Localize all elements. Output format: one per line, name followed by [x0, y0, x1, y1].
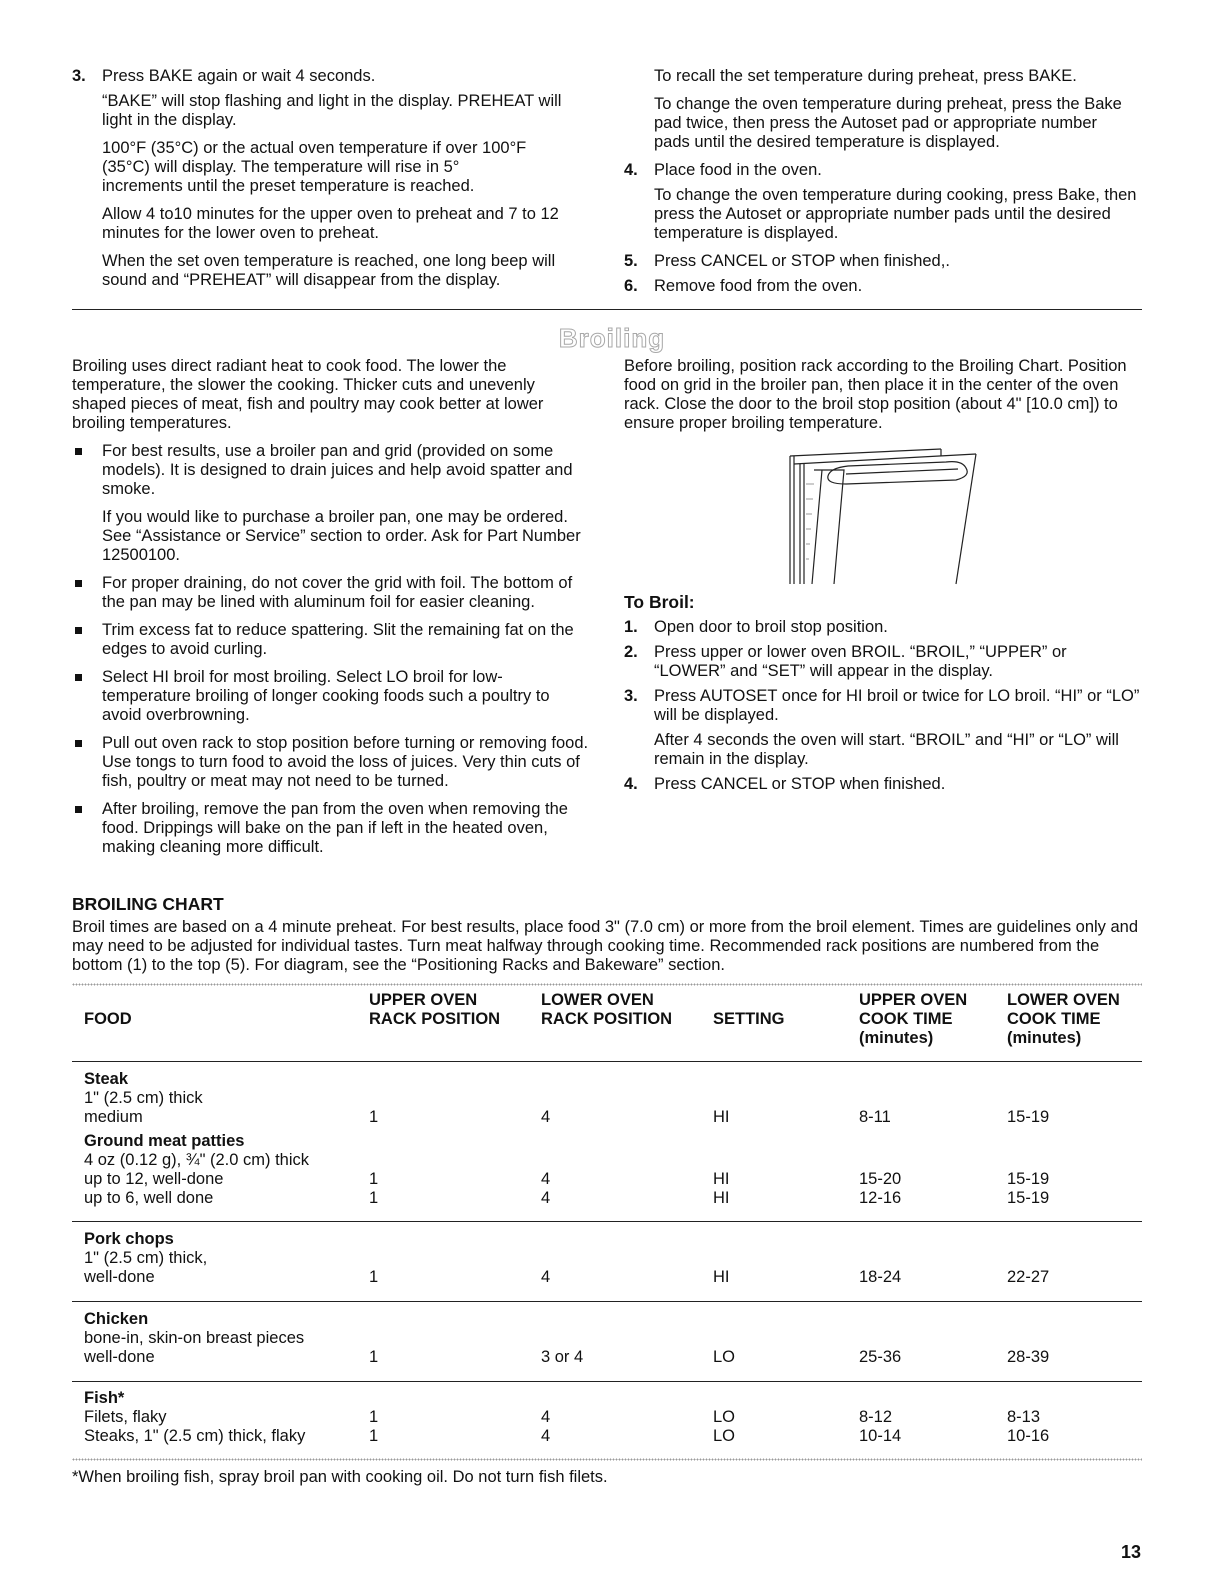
upper-rack-value: 1: [369, 1427, 379, 1445]
header-line: COOK TIME: [859, 1010, 953, 1028]
bullet-subtext: If you would like to purchase a broiler pan, one may be ordered. See “Assistance or Service” section to order. Ask for Part Number 12500100.: [102, 508, 581, 564]
oven-door-illustration: [786, 444, 982, 586]
step-6: [624, 277, 1144, 296]
paragraph: “BAKE” will stop flashing and light in the display. PREHEAT will light in the display.: [102, 92, 562, 129]
broil-step-1: [624, 618, 1144, 637]
lower-time-value: 28-39: [1007, 1348, 1050, 1366]
upper-time-value: 25-36: [859, 1348, 902, 1366]
lower-rack-value: 3 or 4: [541, 1348, 584, 1366]
table-top-rule: [72, 983, 1142, 986]
paragraph: To change the oven temperature during cooking, press Bake, then press the Autoset or appropriate number pads until the desired temperature is displayed.: [654, 186, 1137, 242]
bullet-text: For proper draining, do not cover the grid with foil. The bottom of the pan may be lined with aluminum foil for easier cleaning.: [102, 574, 573, 611]
header-lower-time: [1007, 991, 1120, 1048]
row-label: up to 6, well done: [84, 1189, 214, 1207]
setting-value: HI: [713, 1268, 730, 1286]
setting-value: LO: [713, 1348, 736, 1366]
chart-intro: Broil times are based on a 4 minute preheat. For best results, place food 3" (7.0 cm) or more from the broil element. Times are guidelines only and may need to be adjusted for individual tastes. Turn meat halfway through cooking time. Recommended rack positions are numbered from the bottom (1) to the top (5). For diagram, see the “Positioning Racks and Bakeware” section.: [72, 918, 1139, 974]
upper-rack-value: 1: [369, 1348, 379, 1366]
food-name: Chicken: [84, 1310, 149, 1328]
lower-time-value: 8-13: [1007, 1408, 1041, 1426]
lower-time-value: 15-19: [1007, 1170, 1050, 1188]
to-broil-heading: To Broil:: [624, 592, 695, 612]
row-label: up to 12, well-done: [84, 1170, 224, 1188]
bullet-item: [72, 442, 592, 565]
bullet-item: [72, 574, 592, 612]
setting-value: HI: [713, 1170, 730, 1188]
lower-rack-value: 4: [541, 1108, 551, 1126]
table-rule: [72, 1061, 1142, 1062]
lower-time-value: 10-16: [1007, 1427, 1050, 1445]
header-food: FOOD: [84, 1010, 132, 1028]
step-text: Press upper or lower oven BROIL. “BROIL,” “UPPER” or “LOWER” and “SET” will appear in the display.: [654, 643, 1067, 680]
header-line: RACK POSITION: [541, 1010, 673, 1028]
step-number: 3.: [72, 67, 86, 85]
upper-time-value: 18-24: [859, 1268, 902, 1286]
food-desc: 1" (2.5 cm) thick: [84, 1089, 203, 1107]
bullet-text: Pull out oven rack to stop position before turning or removing food. Use tongs to turn food to avoid the loss of juices. Very thin cuts of fish, poultry or meat may not need to be turned.: [102, 734, 589, 790]
header-upper-time: [859, 991, 967, 1048]
step-text: Open door to broil stop position.: [654, 618, 888, 636]
section-divider: [72, 309, 1142, 310]
step-5: [624, 252, 1144, 271]
paragraph: To recall the set temperature during preheat, press BAKE.: [654, 67, 1077, 85]
row-label: well-done: [84, 1348, 155, 1366]
to-broil-section: [624, 593, 1144, 794]
lower-rack-value: 4: [541, 1268, 551, 1286]
lower-time-value: 15-19: [1007, 1108, 1050, 1126]
paragraph: Allow 4 to10 minutes for the upper oven to preheat and 7 to 12 minutes for the lower oven to preheat.: [102, 205, 559, 242]
upper-time-value: 8-11: [859, 1108, 891, 1126]
lower-rack-value: 4: [541, 1170, 551, 1188]
step-number: 5.: [624, 252, 638, 270]
food-desc: 4 oz (0.12 g), ¾" (2.0 cm) thick: [84, 1151, 310, 1169]
broil-step-4: [624, 775, 1144, 794]
step-number: 3.: [624, 687, 638, 705]
header-upper-rack: [369, 991, 500, 1029]
paragraph: 100°F (35°C) or the actual oven temperature if over 100°F (35°C) will display. The temperature will rise in 5° increments until the preset temperature is reached.: [102, 139, 527, 195]
header-setting: SETTING: [713, 1010, 785, 1028]
row-label: well-done: [84, 1268, 155, 1286]
row-label: Steaks, 1" (2.5 cm) thick, flaky: [84, 1427, 306, 1445]
upper-rack-value: 1: [369, 1170, 379, 1188]
header-line: LOWER OVEN: [541, 991, 654, 1009]
paragraph: When the set oven temperature is reached, one long beep will sound and “PREHEAT” will disappear from the display.: [102, 252, 556, 289]
top-right-column: [624, 67, 1144, 296]
food-desc: 1" (2.5 cm) thick,: [84, 1249, 208, 1267]
upper-time-value: 8-12: [859, 1408, 893, 1426]
intro-paragraph: Before broiling, position rack according to the Broiling Chart. Position food on grid in the broiler pan, then place it in the center of the oven rack. Close the door to the broil stop position (about 4" [10.0 cm]) to ensure proper broiling temperature.: [624, 357, 1127, 432]
table-rule: [72, 1381, 1142, 1382]
chart-heading: BROILING CHART: [72, 894, 224, 914]
bullet-item: [72, 800, 592, 857]
bullet-text: Select HI broil for most broiling. Select LO broil for low-temperature broiling of longer cooking foods such a poultry to avoid overbrowning.: [102, 668, 550, 724]
upper-time-value: 15-20: [859, 1170, 902, 1188]
row-label: Filets, flaky: [84, 1408, 167, 1426]
lower-rack-value: 4: [541, 1427, 551, 1445]
top-left-column: [72, 67, 592, 290]
upper-time-value: 12-16: [859, 1189, 902, 1207]
header-line: (minutes): [859, 1029, 934, 1047]
row-label: medium: [84, 1108, 143, 1126]
table-bottom-rule: [72, 1458, 1142, 1461]
bullet-item: [72, 668, 592, 725]
step-4: [624, 161, 1144, 243]
setting-value: HI: [713, 1108, 730, 1126]
upper-rack-value: 1: [369, 1108, 379, 1126]
upper-rack-value: 1: [369, 1268, 379, 1286]
setting-value: LO: [713, 1408, 736, 1426]
header-line: LOWER OVEN: [1007, 991, 1120, 1009]
lower-time-value: 15-19: [1007, 1189, 1050, 1207]
bullet-text: After broiling, remove the pan from the oven when removing the food. Drippings will bake on the pan if left in the heated oven, making cleaning more difficult.: [102, 800, 568, 856]
food-name: Fish*: [84, 1389, 125, 1407]
food-desc: bone-in, skin-on breast pieces: [84, 1329, 305, 1347]
step-text: Press BAKE again or wait 4 seconds.: [102, 67, 376, 85]
header-line: COOK TIME: [1007, 1010, 1101, 1028]
food-name: Ground meat patties: [84, 1132, 245, 1150]
page-number: 13: [1121, 1542, 1142, 1562]
step-detail: After 4 seconds the oven will start. “BROIL” and “HI” or “LO” will remain in the display.: [654, 731, 1119, 768]
step-number: 6.: [624, 277, 638, 295]
upper-time-value: 10-14: [859, 1427, 902, 1445]
step-text: Press CANCEL or STOP when finished,.: [654, 252, 950, 270]
header-line: UPPER OVEN: [859, 991, 968, 1009]
bullet-item: [72, 621, 592, 659]
food-name: Pork chops: [84, 1230, 174, 1248]
step-text: Remove food from the oven.: [654, 277, 863, 295]
step-text: Press CANCEL or STOP when finished.: [654, 775, 946, 793]
step-number: 2.: [624, 643, 638, 661]
broil-step-3: [624, 687, 1144, 769]
table-rule: [72, 1301, 1142, 1302]
setting-value: LO: [713, 1427, 736, 1445]
broiling-left-column: [72, 357, 592, 857]
upper-rack-value: 1: [369, 1408, 379, 1426]
bullet-item: [72, 734, 592, 791]
setting-value: HI: [713, 1189, 730, 1207]
step-text: Press AUTOSET once for HI broil or twice for LO broil. “HI” or “LO” will be displayed.: [654, 687, 1140, 724]
table-rule: [72, 1221, 1142, 1222]
lower-time-value: 22-27: [1007, 1268, 1050, 1286]
section-title: Broiling: [558, 323, 666, 353]
broiling-right-column: [624, 357, 1144, 433]
header-line: RACK POSITION: [369, 1010, 501, 1028]
lower-rack-value: 4: [541, 1408, 551, 1426]
paragraph: To change the oven temperature during preheat, press the Bake pad twice, then press the Autoset pad or appropriate number pads until the desired temperature is displayed.: [654, 95, 1122, 151]
footnote: *When broiling fish, spray broil pan with cooking oil. Do not turn fish filets.: [72, 1468, 608, 1486]
step-number: 4.: [624, 161, 638, 179]
step-number: 4.: [624, 775, 638, 793]
step-number: 1.: [624, 618, 638, 636]
step-3: [72, 67, 592, 290]
header-line: (minutes): [1007, 1029, 1082, 1047]
header-line: UPPER OVEN: [369, 991, 478, 1009]
food-name: Steak: [84, 1070, 129, 1088]
broil-step-2: [624, 643, 1144, 681]
lower-rack-value: 4: [541, 1189, 551, 1207]
intro-paragraph: Broiling uses direct radiant heat to cook food. The lower the temperature, the slower the cooking. Thicker cuts and unevenly shaped pieces of meat, fish and poultry may cook better at lower broiling temperatures.: [72, 357, 544, 432]
upper-rack-value: 1: [369, 1189, 379, 1207]
header-lower-rack: [541, 991, 672, 1029]
bullet-text: Trim excess fat to reduce spattering. Slit the remaining fat on the edges to avoid curling.: [102, 621, 574, 658]
bullet-text: For best results, use a broiler pan and grid (provided on some models). It is designed to drain juices and help avoid spatter and smoke.: [102, 442, 573, 498]
step-text: Place food in the oven.: [654, 161, 822, 179]
